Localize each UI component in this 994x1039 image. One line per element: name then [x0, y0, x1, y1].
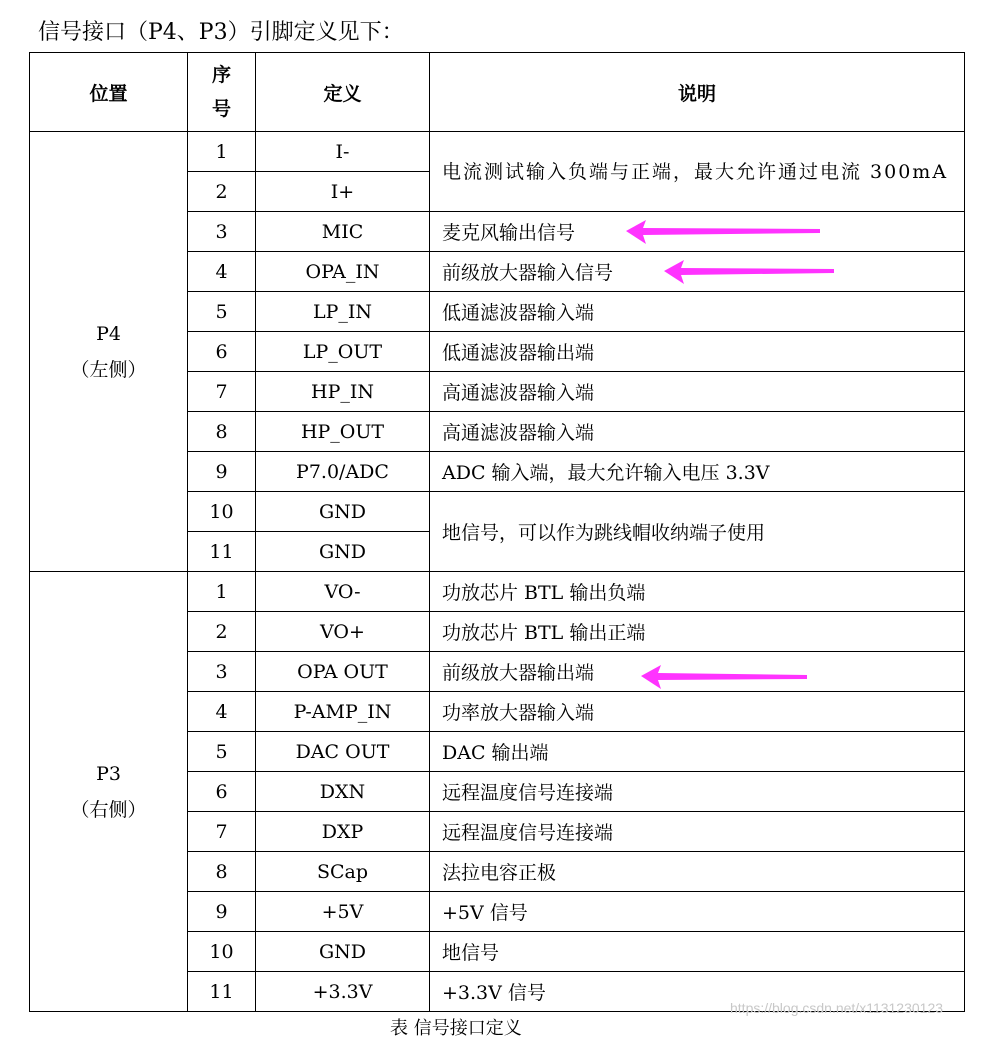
seq-cell: 3	[188, 652, 256, 692]
def-cell: P-AMP_IN	[256, 692, 430, 732]
table-row	[30, 572, 965, 612]
desc-cell-current-test: 电流测试输入负端与正端，最大允许通过电流 300mA	[430, 132, 965, 212]
seq-cell: 5	[188, 732, 256, 772]
def-cell: VO-	[256, 572, 430, 612]
table-caption: 表 信号接口定义	[390, 1018, 522, 1039]
def-cell: DXP	[256, 812, 430, 852]
desc-cell: 功率放大器输入端	[430, 692, 965, 732]
seq-cell: 4	[188, 692, 256, 732]
def-cell: LP_OUT	[256, 332, 430, 372]
desc-cell: 前级放大器输出端	[430, 652, 965, 692]
def-cell: HP_IN	[256, 372, 430, 412]
seq-cell: 1	[188, 572, 256, 612]
def-cell: GND	[256, 532, 430, 572]
desc-cell: 功放芯片 BTL 输出正端	[430, 612, 965, 652]
desc-cell: +3.3V 信号	[430, 972, 965, 1012]
header-seq-line2: 号	[211, 98, 231, 120]
desc-cell: 远程温度信号连接端	[430, 812, 965, 852]
desc-cell: 低通滤波器输出端	[430, 332, 965, 372]
annotation-arrow-icon	[664, 259, 836, 285]
seq-cell: 8	[188, 412, 256, 452]
def-cell: VO+	[256, 612, 430, 652]
def-cell: LP_IN	[256, 292, 430, 332]
def-cell: OPA_IN	[256, 252, 430, 292]
seq-cell: 7	[188, 812, 256, 852]
seq-cell: 8	[188, 852, 256, 892]
intro-text: 信号接口（P4、P3）引脚定义见下：	[38, 20, 404, 45]
def-cell: +5V	[256, 892, 430, 932]
def-cell: GND	[256, 492, 430, 532]
def-cell: MIC	[256, 212, 430, 252]
desc-cell: 远程温度信号连接端	[430, 772, 965, 812]
seq-cell: 6	[188, 772, 256, 812]
group-p4-side: （左侧）	[70, 358, 147, 381]
seq-cell: 11	[188, 972, 256, 1012]
group-p3	[30, 572, 188, 1012]
header-definition: 定义	[256, 53, 430, 132]
def-cell: GND	[256, 932, 430, 972]
desc-cell: 高通滤波器输入端	[430, 412, 965, 452]
seq-cell: 7	[188, 372, 256, 412]
table-row	[30, 132, 965, 172]
def-cell: SCap	[256, 852, 430, 892]
seq-cell: 1	[188, 132, 256, 172]
desc-cell: 地信号	[430, 932, 965, 972]
desc-cell: 麦克风输出信号	[430, 212, 965, 252]
desc-cell: 高通滤波器输入端	[430, 372, 965, 412]
def-cell: I+	[256, 172, 430, 212]
seq-cell: 6	[188, 332, 256, 372]
seq-cell: 11	[188, 532, 256, 572]
header-description: 说明	[430, 53, 965, 132]
desc-cell: 前级放大器输入信号	[430, 252, 965, 292]
seq-cell: 10	[188, 492, 256, 532]
watermark-text: https://blog.csdn.net/x1131230123	[730, 1000, 944, 1016]
def-cell: P7.0/ADC	[256, 452, 430, 492]
seq-cell: 10	[188, 932, 256, 972]
pin-definition-table	[29, 52, 965, 1012]
annotation-arrow-icon	[626, 219, 822, 245]
header-seq-line1: 序	[211, 64, 231, 86]
def-cell: DXN	[256, 772, 430, 812]
header-seq	[188, 53, 256, 132]
seq-cell: 9	[188, 452, 256, 492]
desc-cell: 低通滤波器输入端	[430, 292, 965, 332]
header-position: 位置	[30, 53, 188, 132]
seq-cell: 5	[188, 292, 256, 332]
seq-cell: 2	[188, 612, 256, 652]
def-cell: DAC OUT	[256, 732, 430, 772]
desc-cell: +5V 信号	[430, 892, 965, 932]
group-p3-side: （右侧）	[70, 798, 147, 821]
def-cell: +3.3V	[256, 972, 430, 1012]
annotation-arrow-icon	[641, 664, 809, 690]
desc-cell: DAC 输出端	[430, 732, 965, 772]
group-p4	[30, 132, 188, 572]
group-p4-name: P4	[96, 322, 121, 345]
def-cell: HP_OUT	[256, 412, 430, 452]
desc-cell: 法拉电容正极	[430, 852, 965, 892]
seq-cell: 9	[188, 892, 256, 932]
desc-cell-gnd: 地信号，可以作为跳线帽收纳端子使用	[430, 492, 965, 572]
seq-cell: 2	[188, 172, 256, 212]
group-p3-name: P3	[96, 762, 121, 785]
desc-cell: ADC 输入端，最大允许输入电压 3.3V	[430, 452, 965, 492]
def-cell: I-	[256, 132, 430, 172]
desc-cell: 功放芯片 BTL 输出负端	[430, 572, 965, 612]
seq-cell: 3	[188, 212, 256, 252]
def-cell: OPA OUT	[256, 652, 430, 692]
table-header-row	[30, 53, 965, 132]
seq-cell: 4	[188, 252, 256, 292]
